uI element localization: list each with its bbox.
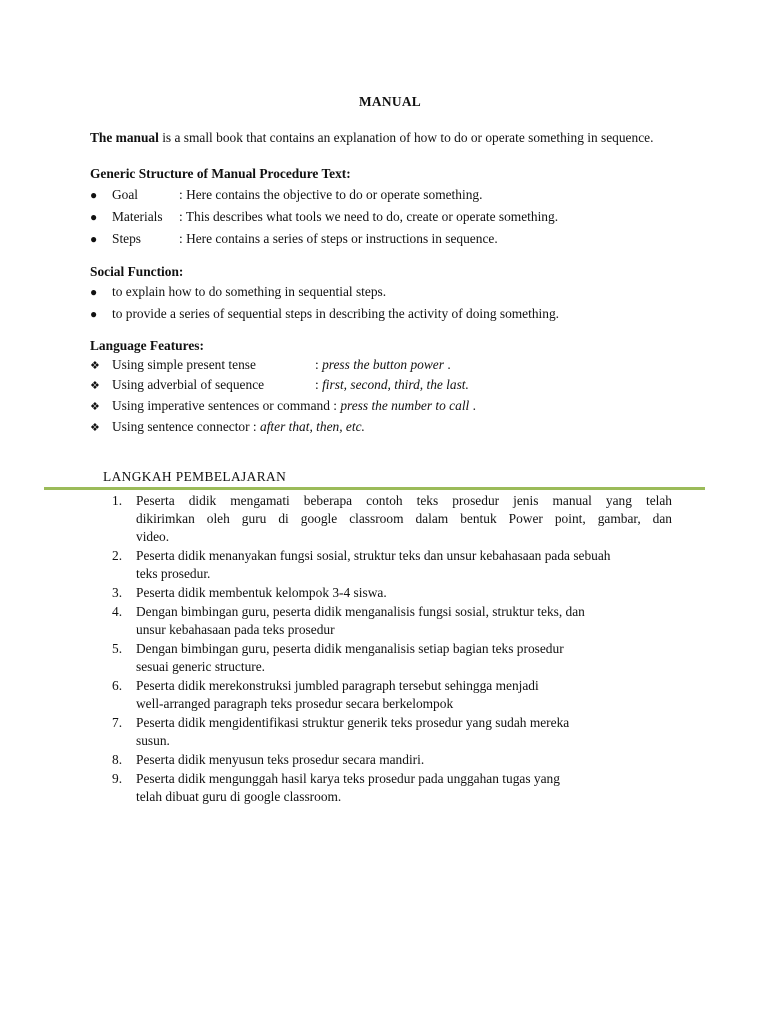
- step-line: Peserta didik mengamati beberapa contoh teks prosedur jenis manual yang telah: [136, 493, 672, 508]
- step-line: Peserta didik merekonstruksi jumbled paragraph tersebut sehingga menjadi: [136, 678, 539, 693]
- language-item: [90, 397, 476, 415]
- list-item: [106, 640, 672, 676]
- language-item-example: press the button power: [322, 357, 444, 372]
- list-item: [106, 770, 672, 806]
- structure-item-text: : Here contains a series of steps or instructions in sequence.: [179, 231, 498, 246]
- language-item-example: press the number to call: [340, 398, 470, 413]
- language-item-end: .: [443, 357, 451, 372]
- structure-item-materials: [90, 208, 558, 226]
- step-line: Dengan bimbingan guru, peserta didik menganalisis fungsi sosial, struktur teks, dan: [136, 604, 585, 619]
- list-item: [106, 677, 672, 713]
- list-item: [106, 751, 672, 769]
- diamond-bullet-icon: ❖: [90, 360, 100, 372]
- step-number: 6.: [112, 678, 123, 693]
- bullet-icon: ●: [90, 232, 98, 246]
- social-item: [90, 305, 559, 323]
- language-item-sep: :: [249, 419, 260, 434]
- step-line: Dengan bimbingan guru, peserta didik menganalisis setiap bagian teks prosedur: [136, 641, 564, 656]
- step-line: Peserta didik menyusun teks prosedur secara mandiri.: [136, 752, 425, 767]
- step-line: Peserta didik membentuk kelompok 3-4 siswa.: [136, 585, 387, 600]
- social-item-text: to provide a series of sequential steps in describing the activity of doing something.: [112, 306, 560, 321]
- language-item-sep: :: [315, 357, 323, 372]
- social-heading: Social Function:: [90, 264, 184, 279]
- step-line: Peserta didik mengidentifikasi struktur generik teks prosedur yang sudah mereka: [136, 715, 570, 730]
- list-item: [106, 492, 672, 546]
- section-divider: [44, 487, 705, 490]
- structure-item-label: Materials: [112, 209, 163, 224]
- language-item: [90, 376, 469, 394]
- list-item: [106, 714, 672, 750]
- diamond-bullet-icon: ❖: [90, 422, 100, 434]
- bullet-icon: ●: [90, 307, 98, 321]
- langkah-title: LANGKAH PEMBELAJARAN: [103, 469, 287, 484]
- language-item-end: .: [469, 398, 476, 413]
- intro-term: The manual: [90, 130, 159, 145]
- language-item-example: after that, then, etc.: [260, 419, 365, 434]
- intro-text: is a small book that contains an explanation of how to do or operate something in sequence.: [158, 130, 654, 145]
- step-line: telah dibuat guru di google classroom.: [136, 789, 342, 804]
- intro-paragraph: [90, 129, 690, 147]
- step-number: 3.: [112, 585, 123, 600]
- step-number: 1.: [112, 493, 123, 508]
- document-title: MANUAL: [358, 94, 422, 109]
- language-item: [90, 356, 451, 374]
- bullet-icon: ●: [90, 285, 98, 299]
- step-line: well-arranged paragraph teks prosedur secara berkelompok: [136, 696, 454, 711]
- step-number: 9.: [112, 771, 123, 786]
- langkah-steps-list: [106, 492, 672, 807]
- step-number: 2.: [112, 548, 123, 563]
- step-number: 5.: [112, 641, 123, 656]
- step-line: dikirimkan oleh guru di google classroom dalam bentuk Power point, gambar, dan: [136, 511, 672, 526]
- language-item-label: Using imperative sentences or command: [112, 398, 330, 413]
- language-item: [90, 418, 365, 436]
- structure-heading: Generic Structure of Manual Procedure Text:: [90, 166, 351, 181]
- step-line: susun.: [136, 733, 170, 748]
- structure-item-label: Steps: [112, 231, 142, 246]
- social-item: [90, 283, 386, 301]
- diamond-bullet-icon: ❖: [90, 380, 100, 392]
- structure-item-goal: [90, 186, 482, 204]
- diamond-bullet-icon: ❖: [90, 401, 100, 413]
- social-item-text: to explain how to do something in sequential steps.: [112, 284, 387, 299]
- bullet-icon: ●: [90, 188, 98, 202]
- structure-item-text: : This describes what tools we need to do, create or operate something.: [179, 209, 559, 224]
- list-item: [106, 603, 672, 639]
- step-number: 4.: [112, 604, 123, 619]
- step-line: video.: [136, 529, 170, 544]
- structure-item-text: : Here contains the objective to do or operate something.: [179, 187, 483, 202]
- step-number: 7.: [112, 715, 123, 730]
- step-line: teks prosedur.: [136, 566, 211, 581]
- language-item-example: first, second, third, the last.: [322, 377, 469, 392]
- step-line: unsur kebahasaan pada teks prosedur: [136, 622, 335, 637]
- language-item-label: Using simple present tense: [112, 357, 256, 372]
- step-number: 8.: [112, 752, 123, 767]
- structure-item-label: Goal: [112, 187, 139, 202]
- language-heading: Language Features:: [90, 338, 204, 353]
- step-line: Peserta didik menanyakan fungsi sosial, struktur teks dan unsur kebahasaan pada sebuah: [136, 548, 611, 563]
- step-line: Peserta didik mengunggah hasil karya teks prosedur pada unggahan tugas yang: [136, 771, 560, 786]
- bullet-icon: ●: [90, 210, 98, 224]
- language-item-label: Using adverbial of sequence: [112, 377, 265, 392]
- language-item-sep: :: [329, 398, 341, 413]
- step-line: sesuai generic structure.: [136, 659, 266, 674]
- list-item: [106, 547, 672, 583]
- structure-item-steps: [90, 230, 498, 248]
- language-item-label: Using sentence connector: [112, 419, 250, 434]
- language-item-sep: :: [315, 377, 323, 392]
- list-item: [106, 584, 672, 602]
